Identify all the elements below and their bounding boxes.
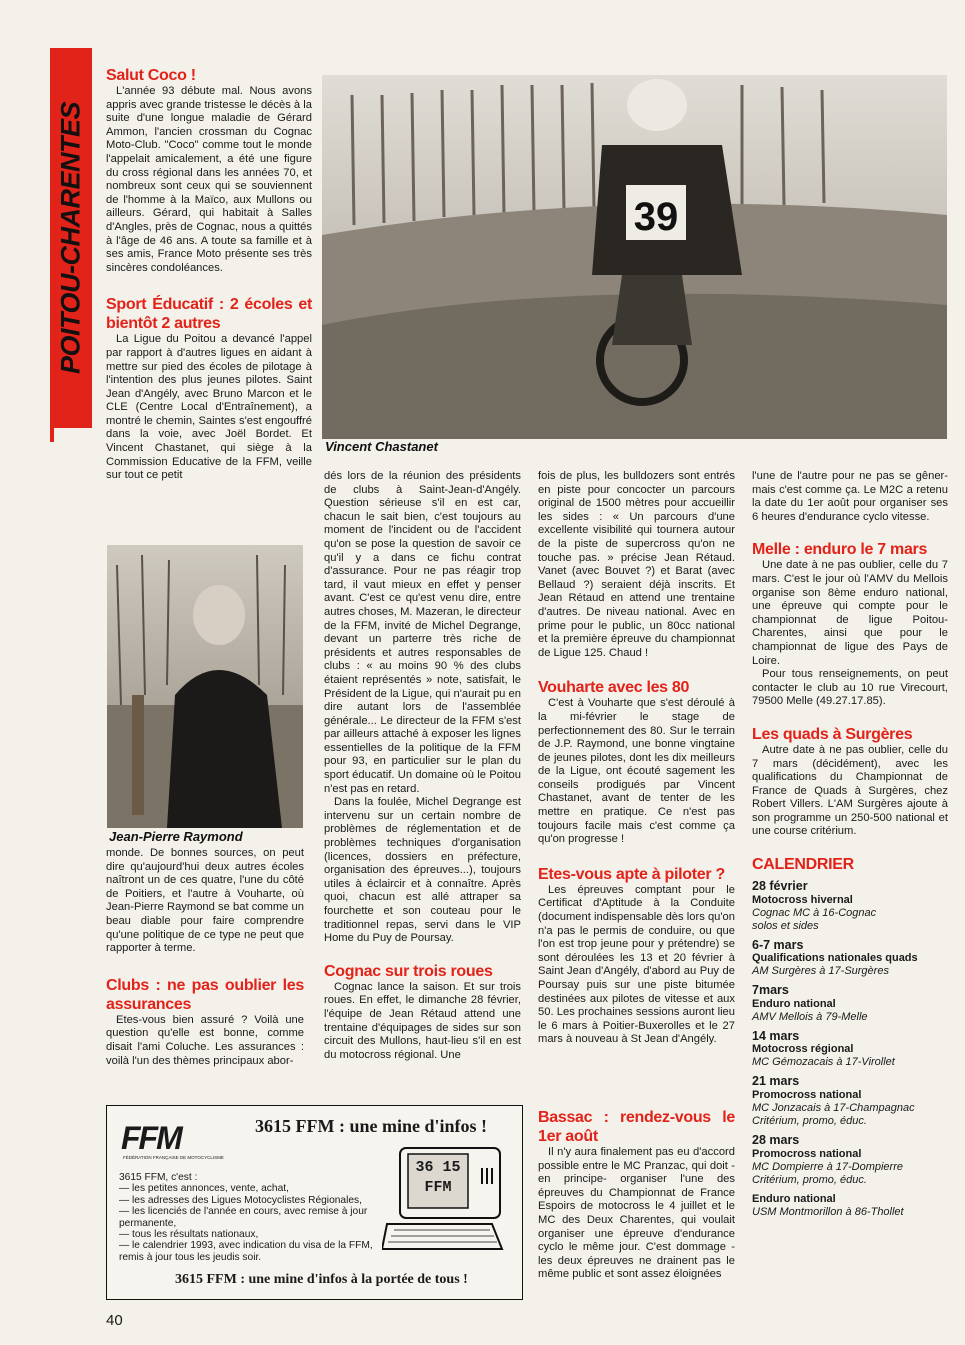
calendar-event-detail: MC Jonzacais à 17-Champagnac [752,1102,915,1115]
calendar-date: 6-7 mars [752,937,804,952]
motocross-illustration [322,75,947,439]
body-apte: Les épreuves comptant pour le Certificat d'Aptitude à la Conduite (document indispensable dès lors qu'on n'a pas le permis de conduire, ou que l'on est trop jeune pour y prétendre) se sont déroulées les 13 et 20 février à Saint Jean d'Angély, d'abord au Puy de Poursay puis sur une piste bitumée destinées aux pilotes de vitesse et aux 50. Les prochaines sessions auront lieu le 6 mars à Poitier-Buxerolles et le 27 mars à nouveau à St Jean d'Angély. [538,883,735,1046]
calendar-event-title: Promocross national [752,1089,862,1102]
calendar-date: 7mars [752,983,789,998]
minitel-screen-line2: FFM [424,1179,452,1196]
ad-title: 3615 FFM : une mine d'infos ! [255,1116,487,1136]
calendar-date: 28 février [752,879,808,894]
article-column-3 [538,470,735,1047]
headline-sport-educatif: Sport Éducatif : 2 écoles et bientôt 2 autres [106,296,312,333]
minitel-screen-line1: 36 15 [415,1159,461,1176]
body-melle-contact: Pour tous renseignements, on peut contacter le club au 10 rue Virecourt, 79500 Melle (49.27.17.85). [752,668,948,708]
caption-vincent-chastanet: Vincent Chastanet [325,439,438,454]
calendar-event-detail: solos et sides [752,919,819,932]
calendar-event-detail: AMV Mellois à 79-Melle [752,1010,868,1023]
photo-jean-pierre-raymond [107,545,303,828]
headline-bassac: Bassac : rendez-vous le 1er août [538,1109,735,1145]
calendar-list [752,880,948,1219]
body-col2-degrange: Dans la foulée, Michel Degrange est intervenu sur un certain nombre de problèmes de réglementation et de problèmes techniques d'organisation (licences, dossiers en préfecture, organisation des épreuves...), toujours utiles à éclaircir et à connaître. Après quoi, chacun est allé attraper sa fourchette et son couteau pour le traditionnel repas, servi dans le VIP Home du Puy de Poursay. [324,796,521,945]
body-salut-coco: L'année 93 débute mal. Nous avons appris avec grande tristesse le décès à la suite d'une longue maladie de Gérard Ammon, l'ancien crossman du Cognac Moto-Club. "Coco" comme tout le monde l'appelait amicalement, a été une figure du cross régional dans les années 70, et nombreux sont ceux qui se souviennent de l'homme à la Maïco, aux Mullons ou ailleurs. Gérard, qui habitait à Salles d'Angles, près de Cognac, nous a quittés à l'âge de 46 ans. A toute sa famille et à ses amis, France Moto présente ses très sincères condoléances. [106,85,312,274]
calendar-event-detail: AM Surgères à 17-Surgères [752,965,889,978]
ad-item: — les petites annonces, vente, achat, [119,1183,289,1195]
calendar-event-detail: Cognac MC à 16-Cognac [752,906,877,919]
headline-calendrier: CALENDRIER [752,856,854,874]
caption-jean-pierre-raymond: Jean-Pierre Raymond [109,829,243,844]
calendar-entry [752,1075,948,1128]
body-col3-sides: fois de plus, les bulldozers sont entrés en piste pour concocter un parcours original de 1500 mètres pour accueillir les sides : « Un parcours d'une excellente visibilité qui tournera autour de la piste de supercross qu'on ne touche pas. » précise Jean Rétaud. Vanet (avec Bouvet ?) et Barat (avec Bellaud ?) seraient déjà inscrits. Et Jean Rétaud en attend une trentaine d'autres. De niveau national. Avec en prime pour le public, un 80cc national et la première épreuve du championnat de Ligue 125. Chaud ! [538,470,735,659]
ad-item: — les licenciés de l'année en cours, avec remise à jour permanente, [119,1206,368,1229]
body-col4-m2c: l'une de l'autre pour ne pas se gêner- mais c'est comme ça. Le M2C a retenu la date du 1er août pour organiser ses 6 heures d'endurance cyclo vitesse. [752,470,948,523]
body-quads: Autre date à ne pas oublier, celle du 7 mars (décidément), avec les qualifications du Championnat de France de Quads à Surgères, chez Robert Villers. L'AM Surgères ajoute à son programme un 250-500 national et une course critérium. [752,743,948,838]
body-clubs: Etes-vous bien assuré ? Voilà une question qu'elle est bonne, comme disait l'ami Coluche. Les assurances : voilà l'un des thèmes principaux abor- [106,1013,304,1067]
photo-vincent-chastanet [322,75,947,439]
headline-cognac: Cognac sur trois roues [324,962,493,980]
section-sidebar [50,48,92,428]
rider-number: 39 [633,195,679,239]
calendar-date: 28 mars [752,1133,800,1148]
calendar-entry [752,984,948,1024]
calendar-date: 14 mars [752,1028,800,1043]
ad-feature-list [119,1172,381,1263]
article-column-2 [324,470,521,1062]
section-title: POITOU-CHARENTES [55,101,86,375]
headline-clubs: Clubs : ne pas oublier les assurances [106,976,304,1013]
calendar-date: 21 mars [752,1074,800,1089]
calendar-event-detail: Critérium, promo, éduc. [752,1115,867,1128]
ad-item: — tous les résultats nationaux, [119,1229,259,1241]
body-cognac: Cognac lance la saison. Et sur trois roues. En effet, le dimanche 28 février, l'équipe de Jean Rétaud attend une trentaine d'équipages de sides sur son circuit des Mullons, haut-lieu s'il en est du motocross régional. Une [324,980,521,1061]
calendar-event-title: Motocross régional [752,1043,854,1056]
ad-item: — les adresses des Ligues Motocyclistes Régionales, [119,1194,362,1206]
ffm-logo-subtitle: FÉDÉRATION FRANÇAISE DE MOTOCYCLISME [123,1155,224,1160]
article-bassac [538,1108,735,1282]
body-sport-educatif-2: monde. De bonnes sources, on peut dire qu'aujourd'hui deux autres écoles naîtront un de ces quatre, l'une du côté de Poitiers, et l'autre à Vouharte, où Jean-Pierre Raymond se bat comme un beau diable pour faire comprendre qu'une politique de ce type ne peut que rapporter à terme. [106,847,304,955]
headline-vouharte: Vouharte avec les 80 [538,679,690,697]
article-sport-continued [106,847,304,1068]
calendar-entry [752,939,948,979]
portrait-illustration [107,545,303,828]
article-salut-coco [106,66,312,483]
calendar-event-detail: MC Gémozacais à 17-Virollet [752,1056,895,1069]
calendar-event-title: Qualifications nationales quads [752,952,918,965]
body-sport-educatif: La Ligue du Poitou a devancé l'appel par rapport à d'autres ligues en aidant à mettre sur pied des écoles de pilotage à l'intention des plus jeunes pilotes. Saint Jean d'Angély, avec Bruno Marcon et le CLE (Centre Local d'Entraînement), a montré le chemin, Saintes s'est engouffré dans la voie, avec Joël Bordet. Et Vincent Chastanet, qui siège à la Commission Educative de la FFM, veille sur tout ce petit [106,333,312,482]
calendar-event-detail: USM Montmorillon à 86-Thollet [752,1205,904,1218]
calendar-entry [752,1030,948,1070]
page-number: 40 [106,1312,123,1329]
body-vouharte: C'est à Vouharte que s'est déroulé à la mi-février le stage de perfectionnement des 80. Sur le terrain de J.P. Raymond, une bonne vingtaine de jeunes pilotes, dont les dix meilleurs de la Ligue, ont écouté sagement les conseils prodigués par Vincent Chastanet, avant de tenter de les mettre en pratique. Ce n'est pas toujours facile mais c'est comme ça qu'on progresse ! [538,697,735,846]
ad-footer: 3615 FFM : une mine d'infos à la portée de tous ! [175,1272,468,1287]
minitel-screen [408,1158,468,1198]
calendar-entry [752,1134,948,1187]
calendar-event-title: Enduro national [752,997,836,1010]
minitel-terminal-icon [382,1144,507,1256]
calendar-event-title: Promocross national [752,1147,862,1160]
ffm-advert [106,1105,523,1300]
calendar-event-detail: MC Dompierre à 17-Dompierre [752,1160,903,1173]
headline-salut-coco: Salut Coco ! [106,67,196,84]
calendar-event-title: Motocross hivernal [752,893,853,906]
sidebar-tab [50,428,54,442]
calendar-entry [752,880,948,933]
headline-apte: Etes-vous apte à piloter ? [538,865,725,883]
body-melle: Une date à ne pas oublier, celle du 7 mars. C'est le jour où l'AMV du Mellois organise son 8ème enduro national, une épreuve qui compte pour le championnat de ligue Poitou-Charentes, ainsi que pour le championnat de ligue des Pays de Loire. [752,559,948,667]
article-column-4 [752,470,948,1219]
calendar-event-detail: Critérium, promo, éduc. [752,1173,867,1186]
body-col2-assurances: dés lors de la réunion des présidents de clubs à Saint-Jean-d'Angély. Question sérieuse s'il en est car, chacun le sait bien, c'est toujours au moment de l'incident ou de l'accident qu'on se pose la question de savoir ce qu'il y a dans ce fichu contrat d'assurance. Pour ne pas réagir trop tard, il vaut mieux en effet y penser avant. C'est ce qu'est venu dire, entre autres choses, M. Mazeran, le directeur de la FFM, invité de Michel Degrange, devant un parterre très riche de présidents et autres responsables de clubs : « au moins 90 % des clubs étaient représentés » note, satisfait, le Président de la Ligue, qui n'aurait pu en dire autant lors de l'assemblée générale... Le directeur de la FFM s'est par ailleurs attaché à exposer les lignes essentielles de la politique de la FFM pour 93, en particulier sur le plan du sport éducatif. Un domaine où le Poitou n'est pas en retard. [324,470,521,795]
headline-quads: Les quads à Surgères [752,725,913,743]
ad-intro: 3615 FFM, c'est : [119,1172,198,1183]
calendar-event-title: Enduro national [752,1192,836,1205]
calendar-entry [752,1193,948,1219]
ffm-logo: FFM [121,1120,181,1156]
ad-item: — le calendrier 1993, avec indication du visa de la FFM, remis à jour tous les jeudis soir. [119,1240,373,1263]
headline-melle: Melle : enduro le 7 mars [752,541,928,559]
body-bassac: Il n'y aura finalement pas eu d'accord possible entre le MC Pranzac, qui doit -en principe- organiser l'une des épreuves du Championnat de France Espoirs de motocross le 4 juillet et le MC des Deux Charentes, qui voulait organiser une épreuve d'endurance cyclo le même jour. C'est dommage -les deux épreuves ne drainent pas le même public et sont assez éloignées [538,1146,735,1281]
